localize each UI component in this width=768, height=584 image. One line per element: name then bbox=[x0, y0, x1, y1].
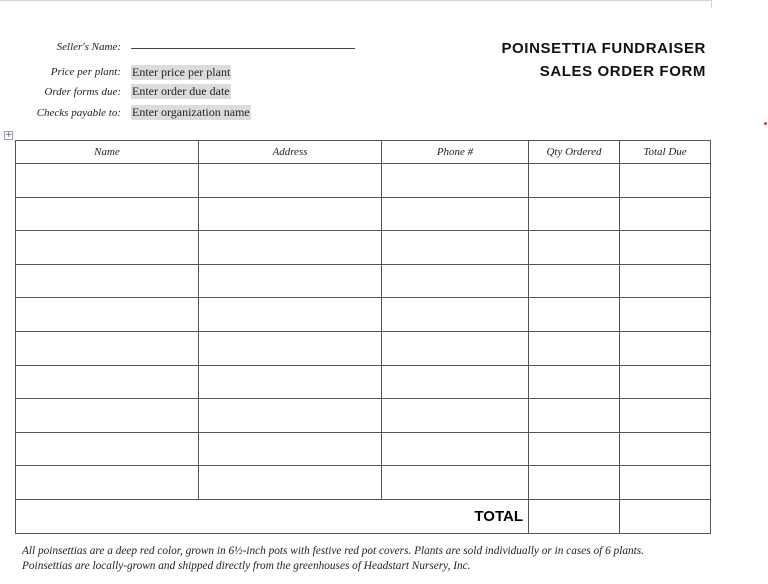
page-top-border bbox=[0, 0, 712, 1]
phone-cell[interactable] bbox=[382, 365, 529, 399]
column-header-phone: Phone # bbox=[382, 141, 529, 164]
phone-cell[interactable] bbox=[382, 231, 529, 265]
total-due-cell[interactable] bbox=[620, 466, 711, 500]
name-cell[interactable] bbox=[16, 466, 199, 500]
order-table-body bbox=[16, 164, 711, 500]
name-cell[interactable] bbox=[16, 331, 199, 365]
name-cell[interactable] bbox=[16, 432, 199, 466]
name-cell[interactable] bbox=[16, 365, 199, 399]
total-due-cell[interactable] bbox=[620, 432, 711, 466]
total-label: TOTAL bbox=[16, 499, 529, 533]
name-cell[interactable] bbox=[16, 164, 199, 198]
address-cell[interactable] bbox=[199, 365, 382, 399]
total-row bbox=[16, 499, 711, 533]
address-cell[interactable] bbox=[199, 197, 382, 231]
column-header-qty: Qty Ordered bbox=[529, 141, 620, 164]
name-cell[interactable] bbox=[16, 298, 199, 332]
table-header-row bbox=[16, 141, 711, 164]
total-qty-cell[interactable] bbox=[529, 499, 620, 533]
page-corner-mark bbox=[711, 0, 712, 8]
table-row bbox=[16, 365, 711, 399]
column-header-name: Name bbox=[16, 141, 199, 164]
price-field[interactable]: Enter price per plant bbox=[132, 65, 231, 79]
address-cell[interactable] bbox=[199, 399, 382, 433]
total-due-cell[interactable] bbox=[620, 399, 711, 433]
qty-cell[interactable] bbox=[529, 331, 620, 365]
name-cell[interactable] bbox=[16, 197, 199, 231]
qty-cell[interactable] bbox=[529, 264, 620, 298]
table-row bbox=[16, 298, 711, 332]
name-cell[interactable] bbox=[16, 399, 199, 433]
table-row bbox=[16, 231, 711, 265]
table-row bbox=[16, 432, 711, 466]
total-due-cell[interactable] bbox=[620, 197, 711, 231]
table-row bbox=[16, 466, 711, 500]
qty-cell[interactable] bbox=[529, 365, 620, 399]
qty-cell[interactable] bbox=[529, 197, 620, 231]
due-date-label: Order forms due: bbox=[44, 86, 121, 98]
address-cell[interactable] bbox=[199, 331, 382, 365]
table-row bbox=[16, 331, 711, 365]
phone-cell[interactable] bbox=[382, 331, 529, 365]
margin-marker bbox=[764, 122, 767, 125]
phone-cell[interactable] bbox=[382, 399, 529, 433]
organization-field[interactable]: Enter organization name bbox=[132, 105, 250, 119]
table-row bbox=[16, 399, 711, 433]
phone-cell[interactable] bbox=[382, 164, 529, 198]
seller-name-line[interactable] bbox=[131, 48, 355, 49]
address-cell[interactable] bbox=[199, 231, 382, 265]
total-due-cell[interactable] bbox=[620, 331, 711, 365]
seller-name-label: Seller's Name: bbox=[56, 41, 121, 53]
qty-cell[interactable] bbox=[529, 399, 620, 433]
qty-cell[interactable] bbox=[529, 298, 620, 332]
order-table bbox=[15, 140, 711, 534]
address-cell[interactable] bbox=[199, 432, 382, 466]
total-due-cell[interactable] bbox=[620, 264, 711, 298]
phone-cell[interactable] bbox=[382, 197, 529, 231]
price-label: Price per plant: bbox=[50, 66, 121, 78]
total-due-cell[interactable] bbox=[620, 164, 711, 198]
total-due-cell[interactable] bbox=[620, 298, 711, 332]
form-title: POINSETTIA FUNDRAISER bbox=[501, 40, 706, 57]
checks-payable-label: Checks payable to: bbox=[36, 107, 121, 119]
total-due-cell[interactable] bbox=[620, 499, 711, 533]
phone-cell[interactable] bbox=[382, 264, 529, 298]
address-cell[interactable] bbox=[199, 466, 382, 500]
qty-cell[interactable] bbox=[529, 164, 620, 198]
footnote bbox=[22, 544, 742, 574]
table-move-handle-icon[interactable]: + bbox=[5, 130, 13, 140]
form-subtitle: SALES ORDER FORM bbox=[539, 63, 706, 80]
qty-cell[interactable] bbox=[529, 466, 620, 500]
qty-cell[interactable] bbox=[529, 231, 620, 265]
total-due-cell[interactable] bbox=[620, 365, 711, 399]
phone-cell[interactable] bbox=[382, 298, 529, 332]
footnote-line-2: Poinsettias are locally-grown and shipped directly from the greenhouses of Headstart Nursery, Inc. bbox=[22, 560, 471, 572]
column-header-total: Total Due bbox=[620, 141, 711, 164]
table-row bbox=[16, 197, 711, 231]
phone-cell[interactable] bbox=[382, 432, 529, 466]
table-row bbox=[16, 264, 711, 298]
total-due-cell[interactable] bbox=[620, 231, 711, 265]
qty-cell[interactable] bbox=[529, 432, 620, 466]
phone-cell[interactable] bbox=[382, 466, 529, 500]
address-cell[interactable] bbox=[199, 298, 382, 332]
name-cell[interactable] bbox=[16, 231, 199, 265]
due-date-field[interactable]: Enter order due date bbox=[132, 84, 230, 98]
table-row bbox=[16, 164, 711, 198]
column-header-address: Address bbox=[199, 141, 382, 164]
address-cell[interactable] bbox=[199, 264, 382, 298]
footnote-line-1: All poinsettias are a deep red color, grown in 6½-inch pots with festive red pot covers. Plants are sold individually or in cases of 6 plants. bbox=[22, 545, 645, 557]
address-cell[interactable] bbox=[199, 164, 382, 198]
name-cell[interactable] bbox=[16, 264, 199, 298]
